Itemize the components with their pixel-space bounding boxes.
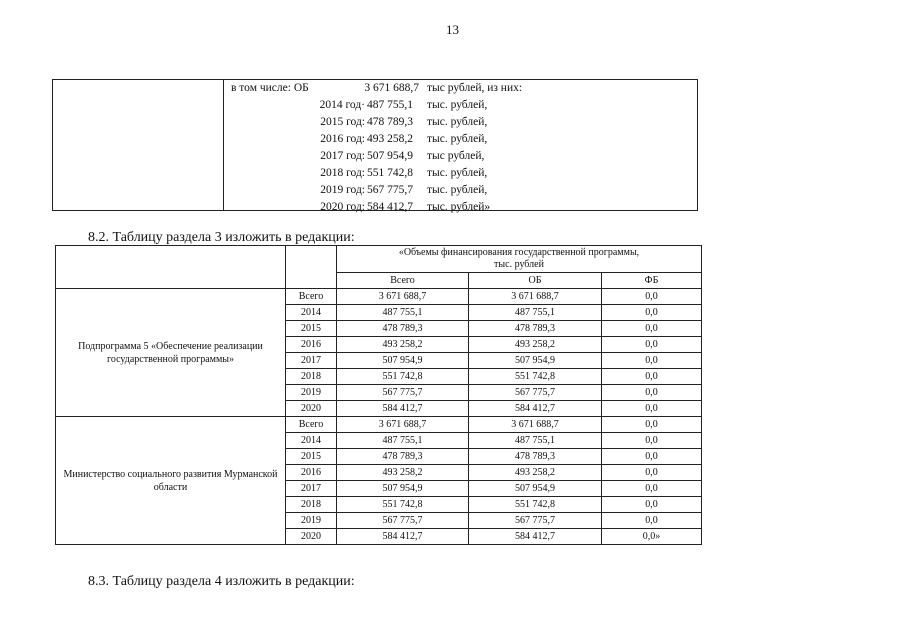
total-cell: 493 258,2 [337, 337, 469, 353]
funding-summary-unit: тыс. рублей, [427, 99, 488, 111]
total-cell: 493 258,2 [337, 465, 469, 481]
funding-summary-label: 2016 год: [320, 133, 365, 145]
year-cell: 2016 [286, 465, 337, 481]
ob-cell: 3 671 688,7 [469, 289, 602, 305]
year-cell: 2020 [286, 401, 337, 417]
subject-cell: Министерство социального развития Мурманской области [56, 417, 286, 545]
funding-summary-label: в том числе: ОБ [231, 82, 309, 94]
total-cell: 584 412,7 [337, 401, 469, 417]
fb-cell: 0,0 [602, 513, 702, 529]
ob-cell: 3 671 688,7 [469, 417, 602, 433]
fb-cell: 0,0 [602, 433, 702, 449]
header-ob: ОБ [469, 273, 602, 289]
funding-summary-box [52, 79, 698, 211]
total-cell: 507 954,9 [337, 481, 469, 497]
fb-cell: 0,0 [602, 497, 702, 513]
ob-cell: 584 412,7 [469, 529, 602, 545]
funding-summary-label: 2014 год· [319, 99, 365, 111]
year-cell: 2014 [286, 305, 337, 321]
table-row [56, 417, 702, 433]
total-cell: 551 742,8 [337, 369, 469, 385]
fb-cell: 0,0 [602, 369, 702, 385]
funding-summary-value: 551 742,8 [367, 167, 413, 179]
header-empty-year [286, 246, 337, 289]
ob-cell: 493 258,2 [469, 337, 602, 353]
fb-cell: 0,0 [602, 337, 702, 353]
funding-summary-unit: тыс рублей, из них: [427, 82, 523, 94]
funding-summary-unit: тыс. рублей» [427, 201, 491, 213]
funding-summary-label: 2017 год: [320, 150, 365, 162]
fb-cell: 0,0 [602, 401, 702, 417]
ob-cell: 478 789,3 [469, 449, 602, 465]
year-cell: 2019 [286, 385, 337, 401]
paragraph-8-2: 8.2. Таблицу раздела 3 изложить в редакции: [88, 230, 355, 245]
total-cell: 567 775,7 [337, 385, 469, 401]
fb-cell: 0,0 [602, 353, 702, 369]
box-divider [223, 80, 224, 210]
fb-cell: 0,0» [602, 529, 702, 545]
funding-summary-value: 493 258,2 [367, 133, 413, 145]
ob-cell: 584 412,7 [469, 401, 602, 417]
funding-summary-value: 567 775,7 [367, 184, 413, 196]
table-header-row-1 [56, 246, 702, 273]
funding-summary-value: 3 671 688,7 [364, 82, 419, 94]
fb-cell: 0,0 [602, 289, 702, 305]
page-number: 13 [446, 22, 459, 37]
year-cell: 2019 [286, 513, 337, 529]
fb-cell: 0,0 [602, 481, 702, 497]
ob-cell: 567 775,7 [469, 513, 602, 529]
total-cell: 478 789,3 [337, 321, 469, 337]
funding-summary-label: 2018 год: [320, 167, 365, 179]
funding-summary-unit: тыс. рублей, [427, 133, 488, 145]
fb-cell: 0,0 [602, 321, 702, 337]
total-cell: 584 412,7 [337, 529, 469, 545]
funding-summary-unit: тыс. рублей, [427, 184, 488, 196]
total-cell: 3 671 688,7 [337, 289, 469, 305]
fb-cell: 0,0 [602, 417, 702, 433]
subject-cell: Подпрограмма 5 «Обеспечение реализации государственной программы» [56, 289, 286, 417]
funding-summary-value: 584 412,7 [367, 201, 413, 213]
header-title: «Объемы финансирования государственной программы, [398, 247, 640, 258]
total-cell: 487 755,1 [337, 433, 469, 449]
funding-summary-unit: тыс. рублей, [427, 167, 488, 179]
fb-cell: 0,0 [602, 465, 702, 481]
total-cell: 3 671 688,7 [337, 417, 469, 433]
funding-summary-label: 2019 год: [320, 184, 365, 196]
financing-table [55, 245, 702, 545]
ob-cell: 478 789,3 [469, 321, 602, 337]
ob-cell: 567 775,7 [469, 385, 602, 401]
year-cell: 2015 [286, 449, 337, 465]
year-cell: 2017 [286, 481, 337, 497]
funding-summary-value: 487 755,1 [367, 99, 413, 111]
header-title-cell [337, 246, 702, 273]
header-fb: ФБ [602, 273, 702, 289]
year-cell: 2016 [286, 337, 337, 353]
funding-summary-unit: тыс рублей, [427, 150, 485, 162]
ob-cell: 487 755,1 [469, 305, 602, 321]
fb-cell: 0,0 [602, 305, 702, 321]
ob-cell: 551 742,8 [469, 369, 602, 385]
ob-cell: 487 755,1 [469, 433, 602, 449]
header-total: Всего [337, 273, 469, 289]
year-cell: Всего [286, 417, 337, 433]
table-row [56, 289, 702, 305]
ob-cell: 551 742,8 [469, 497, 602, 513]
financing-table-container [55, 245, 701, 555]
year-cell: 2020 [286, 529, 337, 545]
header-empty-subject [56, 246, 286, 289]
funding-summary-value: 478 789,3 [367, 116, 413, 128]
total-cell: 478 789,3 [337, 449, 469, 465]
total-cell: 507 954,9 [337, 353, 469, 369]
header-units: тыс. рублей [494, 259, 544, 270]
year-cell: 2018 [286, 497, 337, 513]
total-cell: 551 742,8 [337, 497, 469, 513]
ob-cell: 493 258,2 [469, 465, 602, 481]
funding-summary-label: 2015 год: [320, 116, 365, 128]
fb-cell: 0,0 [602, 449, 702, 465]
year-cell: 2014 [286, 433, 337, 449]
ob-cell: 507 954,9 [469, 481, 602, 497]
funding-summary-unit: тыс. рублей, [427, 116, 488, 128]
year-cell: 2017 [286, 353, 337, 369]
total-cell: 567 775,7 [337, 513, 469, 529]
fb-cell: 0,0 [602, 385, 702, 401]
year-cell: 2018 [286, 369, 337, 385]
ob-cell: 507 954,9 [469, 353, 602, 369]
year-cell: Всего [286, 289, 337, 305]
total-cell: 487 755,1 [337, 305, 469, 321]
funding-summary-label: 2020 год: [320, 201, 365, 213]
funding-summary-value: 507 954,9 [367, 150, 413, 162]
paragraph-8-3: 8.3. Таблицу раздела 4 изложить в редакции: [88, 574, 355, 589]
year-cell: 2015 [286, 321, 337, 337]
